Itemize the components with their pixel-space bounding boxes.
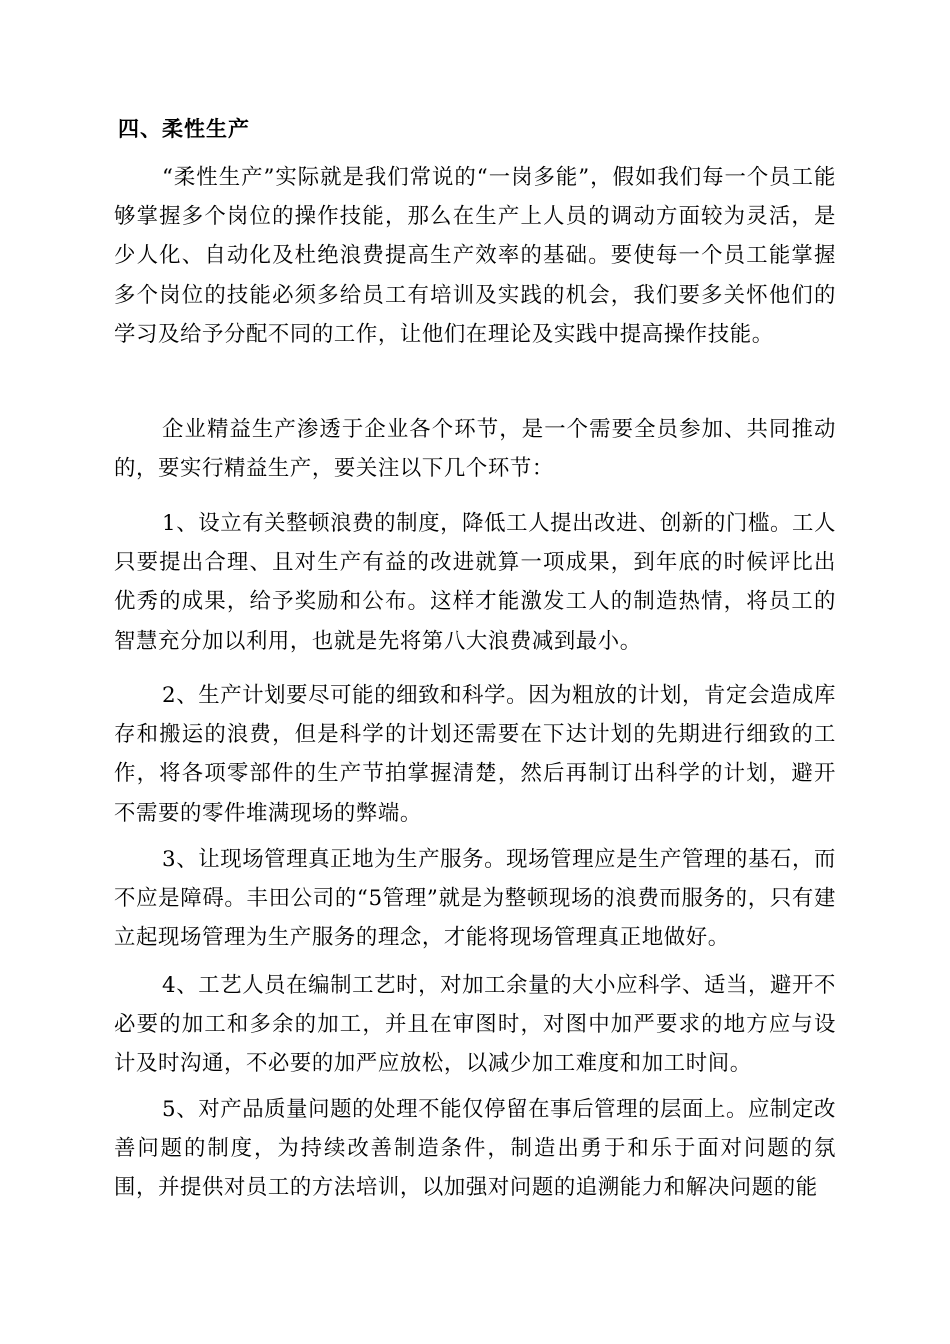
paragraph-flexible-production: “柔性生产”实际就是我们常说的“一岗多能”，假如我们每一个员工能够掌握多个岗位的操作技能，那么在生产上人员的调动方面较为灵活，是少人化、自动化及杜绝浪费提高生产效率的基础。要使每一个员工能掌握多个岗位的技能必须多给员工有培训及实践的机会，我们要多关怀他们的学习及给予分配不同的工作，让他们在理论及实践中提高操作技能。	[114, 165, 836, 347]
paragraph-item-4: 4、工艺人员在编制工艺时，对加工余量的大小应科学、适当，避开不必要的加工和多余的加工，并且在审图时，对图中加严要求的地方应与设计及时沟通，不必要的加严应放松，以减少加工难度和加工时间。	[114, 973, 836, 1077]
paragraph-item-5: 5、对产品质量问题的处理不能仅停留在事后管理的层面上。应制定改善问题的制度，为持续改善制造条件，制造出勇于和乐于面对问题的氛围，并提供对员工的方法培训，以加强对问题的追溯能力和解决问题的能	[114, 1097, 836, 1201]
paragraph-item-2: 2、生产计划要尽可能的细致和科学。因为粗放的计划，肯定会造成库存和搬运的浪费，但是科学的计划还需要在下达计划的先期进行细致的工作，将各项零部件的生产节拍掌握清楚，然后再制订出科学的计划，避开不需要的零件堆满现场的弊端。	[114, 683, 836, 826]
paragraph-lean-intro: 企业精益生产渗透于企业各个环节，是一个需要全员参加、共同推动的，要实行精益生产，要关注以下几个环节：	[114, 417, 836, 482]
paragraph-item-3: 3、让现场管理真正地为生产服务。现场管理应是生产管理的基石，而不应是障碍。丰田公司的“5管理”就是为整顿现场的浪费而服务的，只有建立起现场管理为生产服务的理念，才能将现场管理真正地做好。	[114, 847, 836, 951]
section-heading: 四、柔性生产	[118, 117, 250, 141]
paragraph-item-1: 1、设立有关整顿浪费的制度，降低工人提出改进、创新的门槛。工人只要提出合理、且对生产有益的改进就算一项成果，到年底的时候评比出优秀的成果，给予奖励和公布。这样才能激发工人的制造热情，将员工的智慧充分加以利用，也就是先将第八大浪费减到最小。	[114, 511, 836, 654]
